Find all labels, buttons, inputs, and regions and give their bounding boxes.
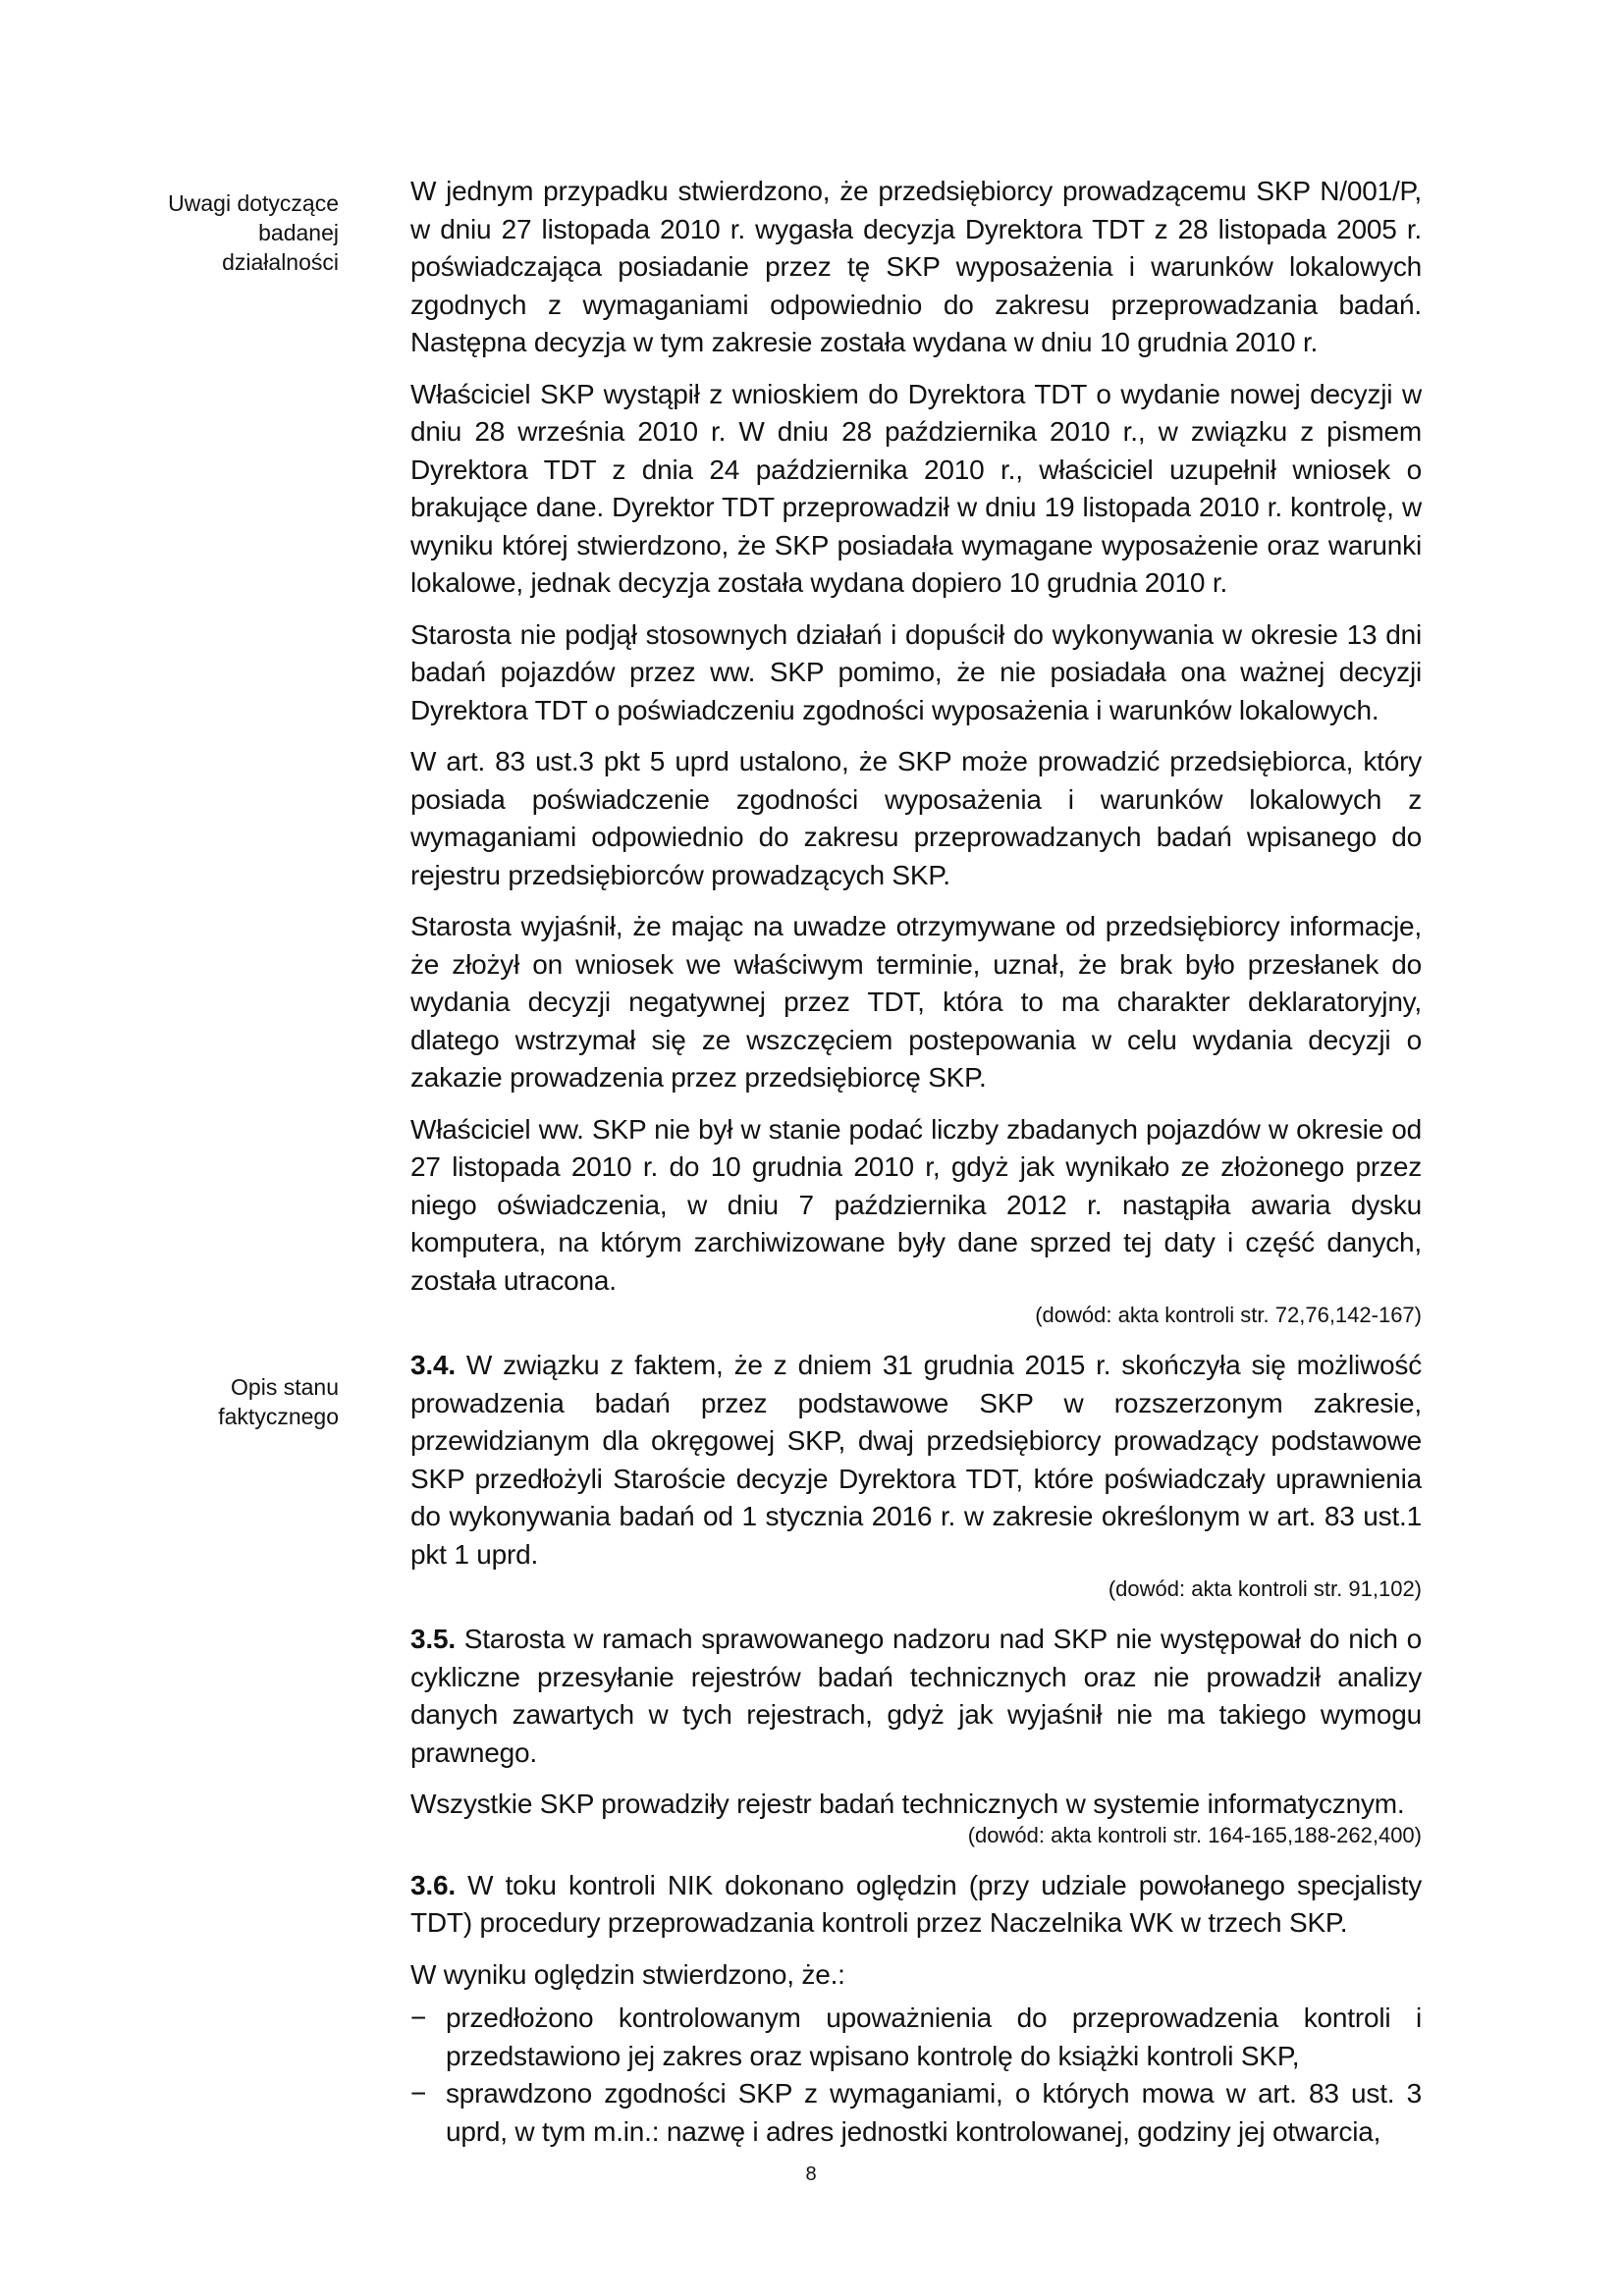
paragraph-text: W toku kontroli NIK dokonano oględzin (przy udziale powołanego specjalisty TDT) procedury przeprowadzania kontroli przez Naczelnika WK w trzech SKP. [410, 1869, 1422, 1938]
paragraph: Wszystkie SKP prowadziły rejestr badań technicznych w systemie informatycznym. [410, 1789, 1405, 1819]
paragraph-3-6 [410, 1867, 1422, 1943]
paragraph-3-5 [410, 1621, 1422, 1772]
paragraph: Starosta nie podjął stosownych działań i dopuścił do wykonywania w okresie 13 dni badań pojazdów przez ww. SKP pomimo, że nie posiadała ona ważnej decyzji Dyrektora TDT o poświadczeniu zgodności wyposażenia i warunków lokalowych. [410, 618, 1422, 725]
bullet-list [410, 2000, 1422, 2151]
margin-note-line: Uwagi dotyczące [168, 190, 339, 216]
margin-note-line: Opis stanu [231, 1374, 339, 1400]
paragraph: Właściciel ww. SKP nie był w stanie podać liczby zbadanych pojazdów w okresie od 27 listopada 2010 r. do 10 grudnia 2010 r, gdyż jak wynikało ze złożonego przez niego oświadczenia, w dniu 7 października 2012 r. nastąpiła awaria dysku komputera, na którym zarchiwizowane były dane sprzed tej daty i część danych, została utracona. [410, 1113, 1422, 1296]
paragraph: W jednym przypadku stwierdzono, że przedsiębiorcy prowadzącemu SKP N/001/P, w dniu 27 listopada 2010 r. wygasła decyzja Dyrektora TDT z 28 listopada 2005 r. poświadczająca posiadanie przez tę SKP wyposażenia i warunków lokalowych zgodnych z wymaganiami odpowiednio do zakresu przeprowadzania badań. Następna decyzja w tym zakresie została wydana w dniu 10 grudnia 2010 r. [410, 176, 1422, 357]
list-item-text: przedłożono kontrolowanym upoważnienia do przeprowadzenia kontroli i przedstawiono jej zakres oraz wpisano kontrolę do książki kontroli SKP, [446, 2002, 1422, 2071]
page-number: 8 [805, 2163, 817, 2185]
section-number: 3.6. [410, 1869, 456, 1900]
margin-note-line: działalności [222, 249, 339, 275]
margin-note-line: faktycznego [218, 1404, 339, 1429]
paragraph: Właściciel SKP wystąpił z wnioskiem do Dyrektora TDT o wydanie nowej decyzji w dniu 28 września 2010 r. W dniu 28 października 2010 r., w związku z pismem Dyrektora TDT z dnia 24 października 2010 r., właściciel uzupełnił wniosek o brakujące dane. Dyrektor TDT przeprowadził w dniu 19 listopada 2010 r. kontrolę, w wyniku której stwierdzono, że SKP posiadała wymagane wyposażenie oraz warunki lokalowe, jednak decyzja została wydana dopiero 10 grudnia 2010 r. [410, 378, 1422, 598]
dash-bullet: − [410, 2002, 427, 2033]
paragraph: Starosta wyjaśnił, że mając na uwadze otrzymywane od przedsiębiorcy informacje, że złożył on wniosek we właściwym terminie, uznał, że brak było przesłanek do wydania decyzji negatywnej przez TDT, która to ma charakter deklaratoryjny, dlatego wstrzymał się ze wszczęciem postepowania w celu wydania decyzji o zakazie prowadzenia przez przedsiębiorcę SKP. [410, 911, 1422, 1093]
paragraph: W wyniku oględzin stwierdzono, że.: [410, 1958, 845, 1990]
evidence-reference: (dowód: akta kontroli str. 72,76,142-167) [1035, 1303, 1422, 1327]
margin-note-opis [118, 1372, 339, 1431]
dash-bullet: − [410, 2078, 427, 2109]
paragraph-3-4 [410, 1347, 1422, 1574]
list-item [410, 2075, 1422, 2151]
section-number: 3.5. [410, 1624, 456, 1654]
section-number: 3.4. [410, 1350, 456, 1380]
evidence-reference: (dowód: akta kontroli str. 91,102) [1108, 1576, 1422, 1601]
list-item [410, 2000, 1422, 2075]
paragraph: W art. 83 ust.3 pkt 5 uprd ustalono, że SKP może prowadzić przedsiębiorca, który posiada poświadczenie zgodności wyposażenia i warunków lokalowych z wymaganiami odpowiednio do zakresu przeprowadzanych badań wpisanego do rejestru przedsiębiorców prowadzących SKP. [410, 746, 1422, 890]
paragraph-text: W związku z faktem, że z dniem 31 grudnia 2015 r. skończyła się możliwość prowadzenia badań przez podstawowe SKP w rozszerzonym zakresie, przewidzianym dla okręgowej SKP, dwaj przedsiębiorcy prowadzący podstawowe SKP przedłożyli Staroście decyzje Dyrektora TDT, które poświadczały uprawnienia do wykonywania badań od 1 stycznia 2016 r. w zakresie określonym w art. 83 ust.1 pkt 1 uprd. [410, 1350, 1422, 1570]
paragraph-text: Starosta w ramach sprawowanego nadzoru nad SKP nie występował do nich o cykliczne przesyłanie rejestrów badań technicznych oraz nie prowadził analizy danych zawartych w tych rejestrach, gdyż jak wyjaśnił nie ma takiego wymogu prawnego. [410, 1624, 1422, 1768]
list-item-text: sprawdzono zgodności SKP z wymaganiami, o których mowa w art. 83 ust. 3 uprd, w tym m.in.: nazwę i adres jednostki kontrolowanej, godziny jej otwarcia, [446, 2078, 1422, 2147]
margin-note-uwagi [118, 188, 339, 277]
main-text [410, 173, 1422, 2151]
margin-note-line: badanej [258, 220, 339, 245]
evidence-reference: (dowód: akta kontroli str. 164-165,188-262,400) [967, 1822, 1422, 1847]
